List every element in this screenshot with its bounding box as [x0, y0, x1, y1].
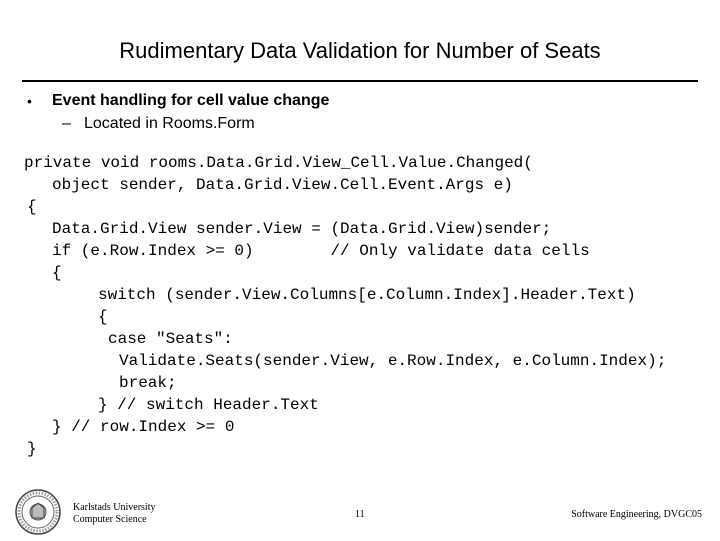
sub-bullet-text: Located in Rooms.Form [84, 115, 255, 132]
code-line: private void rooms.Data.Grid.View_Cell.Value.Changed( [24, 154, 533, 172]
course-name: Software Engineering, DVGC05 [571, 509, 702, 520]
code-line: { [98, 308, 108, 326]
institution-name: Karlstads University [73, 502, 156, 513]
department-name: Computer Science [73, 514, 147, 525]
code-line: object sender, Data.Grid.View.Cell.Event.Args e) [52, 176, 513, 194]
slide-title: Rudimentary Data Validation for Number of Seats [119, 38, 601, 63]
code-line: } // switch Header.Text [98, 396, 319, 414]
sub-bullet-marker: – [62, 115, 71, 132]
code-line: Validate.Seats(sender.View, e.Row.Index, e.Column.Index); [119, 352, 667, 370]
university-seal-logo [14, 488, 62, 536]
code-line: break; [119, 374, 177, 392]
footer-institution [73, 502, 156, 526]
code-line: if (e.Row.Index >= 0) // Only validate data cells [52, 242, 590, 260]
code-line: switch (sender.View.Columns[e.Column.Index].Header.Text) [98, 286, 636, 304]
code-line: Data.Grid.View sender.View = (Data.Grid.View)sender; [52, 220, 552, 238]
code-line: } [27, 440, 37, 458]
title-rule [22, 80, 698, 82]
bullet-marker: • [27, 93, 32, 109]
code-line: { [27, 198, 37, 216]
bullet-text: Event handling for cell value change [52, 92, 330, 109]
page-number: 11 [355, 509, 365, 520]
code-line: { [52, 264, 62, 282]
code-line: case "Seats": [108, 330, 233, 348]
code-line: } // row.Index >= 0 [52, 418, 235, 436]
